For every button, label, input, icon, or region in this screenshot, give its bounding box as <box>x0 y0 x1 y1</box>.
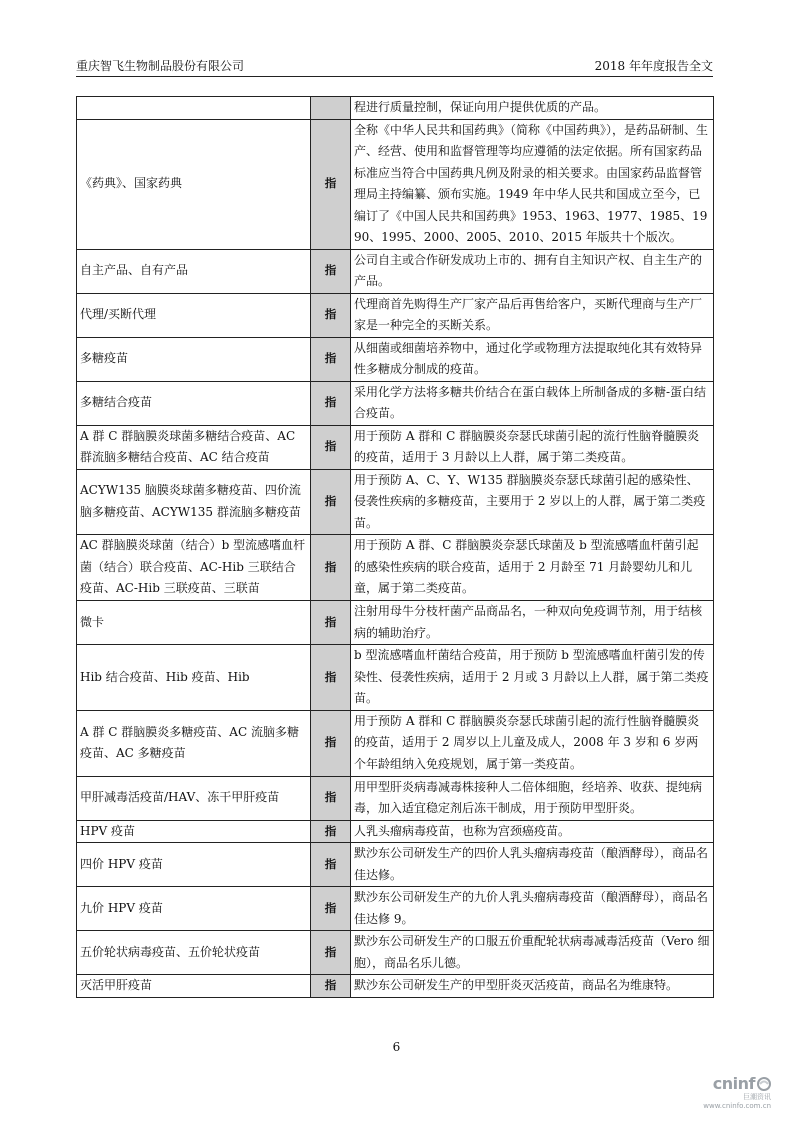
term-cell: 《药典》、国家药典 <box>77 119 311 249</box>
page-number: 6 <box>392 1040 401 1054</box>
table-row <box>77 820 714 843</box>
marker-cell: 指 <box>311 337 351 381</box>
table-row <box>77 931 714 975</box>
marker-cell: 指 <box>311 843 351 887</box>
definition-cell: 默沙东公司研发生产的甲型肝炎灭活疫苗，商品名为维康特。 <box>351 975 714 998</box>
table-row <box>77 601 714 645</box>
table-row <box>77 535 714 601</box>
definition-cell: 程进行质量控制，保证向用户提供优质的产品。 <box>351 97 714 120</box>
marker-cell: 指 <box>311 645 351 711</box>
marker-cell: 指 <box>311 535 351 601</box>
table-row <box>77 249 714 293</box>
definition-cell: 默沙东公司研发生产的口服五价重配轮状病毒减毒活疫苗（Vero 细胞），商品名乐儿德。 <box>351 931 714 975</box>
term-cell: 四价 HPV 疫苗 <box>77 843 311 887</box>
term-cell: 甲肝减毒活疫苗/HAV、冻干甲肝疫苗 <box>77 776 311 820</box>
header-divider <box>76 76 713 77</box>
watermark-logo-text: cninf <box>712 1074 755 1093</box>
watermark-cn-name: 巨潮资讯 <box>743 1093 771 1101</box>
marker-cell: 指 <box>311 776 351 820</box>
term-cell: A 群 C 群脑膜炎球菌多糖结合疫苗、AC 群流脑多糖结合疫苗、AC 结合疫苗 <box>77 425 311 469</box>
definition-cell: 用甲型肝炎病毒减毒株接种人二倍体细胞，经培养、收获、提纯病毒，加入适宜稳定剂后冻干制成，用于预防甲型肝炎。 <box>351 776 714 820</box>
marker-cell: 指 <box>311 710 351 776</box>
table-row <box>77 119 714 249</box>
cninfo-swirl-icon <box>757 1077 771 1091</box>
marker-cell: 指 <box>311 425 351 469</box>
company-name: 重庆智飞生物制品股份有限公司 <box>76 59 245 73</box>
term-cell: A 群 C 群脑膜炎多糖疫苗、AC 流脑多糖疫苗、AC 多糖疫苗 <box>77 710 311 776</box>
definition-cell: 用于预防 A 群和 C 群脑膜炎奈瑟氏球菌引起的流行性脑脊髓膜炎的疫苗，适用于 3 月龄以上人群，属于第二类疫苗。 <box>351 425 714 469</box>
table-row <box>77 425 714 469</box>
definition-cell: 采用化学方法将多糖共价结合在蛋白载体上所制备成的多糖-蛋白结合疫苗。 <box>351 381 714 425</box>
definition-cell: 用于预防 A 群和 C 群脑膜炎奈瑟氏球菌引起的流行性脑脊髓膜炎的疫苗，适用于 2 周岁以上儿童及成人，2008 年 3 岁和 6 岁两个年龄组纳入免疫规划，属于第一类疫苗。 <box>351 710 714 776</box>
table-row <box>77 337 714 381</box>
table-row <box>77 843 714 887</box>
term-cell: Hib 结合疫苗、Hib 疫苗、Hib <box>77 645 311 711</box>
term-cell: ACYW135 脑膜炎球菌多糖疫苗、四价流脑多糖疫苗、ACYW135 群流脑多糖疫苗 <box>77 469 311 535</box>
report-title: 2018 年年度报告全文 <box>594 59 713 73</box>
marker-cell: 指 <box>311 381 351 425</box>
marker-cell: 指 <box>311 887 351 931</box>
term-cell: 灭活甲肝疫苗 <box>77 975 311 998</box>
marker-cell: 指 <box>311 975 351 998</box>
term-cell: 多糖疫苗 <box>77 337 311 381</box>
marker-cell: 指 <box>311 119 351 249</box>
table-row <box>77 645 714 711</box>
table-row <box>77 469 714 535</box>
watermark-url: www.cninfo.com.cn <box>703 1102 771 1110</box>
watermark-logo <box>713 1074 771 1093</box>
definitions-table-body <box>77 97 714 998</box>
term-cell: 五价轮状病毒疫苗、五价轮状疫苗 <box>77 931 311 975</box>
marker-cell: 指 <box>311 931 351 975</box>
marker-cell: 指 <box>311 469 351 535</box>
definition-cell: 全称《中华人民共和国药典》（简称《中国药典》），是药品研制、生产、经营、使用和监督管理等均应遵循的法定依据。所有国家药品标准应当符合中国药典凡例及附录的相关要求。由国家药品监督管理局主持编纂、颁布实施。1949 年中华人民共和国成立至今，已编订了《中国人民共和国药典》1953、1963、1977、1985、1990、1995、2000、2005、2010、2015 年版共十个版次。 <box>351 119 714 249</box>
term-cell <box>77 97 311 120</box>
table-row <box>77 975 714 998</box>
table-row <box>77 776 714 820</box>
term-cell: 微卡 <box>77 601 311 645</box>
definition-cell: 代理商首先购得生产厂家产品后再售给客户，买断代理商与生产厂家是一种完全的买断关系。 <box>351 293 714 337</box>
table-row <box>77 887 714 931</box>
definitions-table <box>76 96 714 998</box>
term-cell: 代理/买断代理 <box>77 293 311 337</box>
marker-cell: 指 <box>311 601 351 645</box>
table-row <box>77 381 714 425</box>
marker-cell: 指 <box>311 820 351 843</box>
definition-cell: 默沙东公司研发生产的九价人乳头瘤病毒疫苗（酿酒酵母），商品名佳达修 9。 <box>351 887 714 931</box>
marker-cell: 指 <box>311 249 351 293</box>
term-cell: 九价 HPV 疫苗 <box>77 887 311 931</box>
page-header <box>76 56 713 74</box>
marker-cell <box>311 97 351 120</box>
definition-cell: 从细菌或细菌培养物中，通过化学或物理方法提取纯化其有效特异性多糖成分制成的疫苗。 <box>351 337 714 381</box>
definition-cell: 注射用母牛分枝杆菌产品商品名，一种双向免疫调节剂，用于结核病的辅助治疗。 <box>351 601 714 645</box>
definition-cell: b 型流感嗜血杆菌结合疫苗，用于预防 b 型流感嗜血杆菌引发的传染性、侵袭性疾病，适用于 2 月或 3 月龄以上人群，属于第二类疫苗。 <box>351 645 714 711</box>
definition-cell: 用于预防 A 群、C 群脑膜炎奈瑟氏球菌及 b 型流感嗜血杆菌引起的感染性疾病的联合疫苗，适用于 2 月龄至 71 月龄婴幼儿和儿童，属于第二类疫苗。 <box>351 535 714 601</box>
table-row <box>77 710 714 776</box>
term-cell: AC 群脑膜炎球菌（结合）b 型流感嗜血杆菌（结合）联合疫苗、AC-Hib 三联结合疫苗、AC-Hib 三联疫苗、三联苗 <box>77 535 311 601</box>
term-cell: HPV 疫苗 <box>77 820 311 843</box>
definition-cell: 公司自主或合作研发成功上市的、拥有自主知识产权、自主生产的产品。 <box>351 249 714 293</box>
cninfo-watermark <box>687 1074 771 1114</box>
definition-cell: 用于预防 A、C、Y、W135 群脑膜炎奈瑟氏球菌引起的感染性、侵袭性疾病的多糖疫苗，主要用于 2 岁以上的人群，属于第二类疫苗。 <box>351 469 714 535</box>
table-row <box>77 97 714 120</box>
term-cell: 自主产品、自有产品 <box>77 249 311 293</box>
marker-cell: 指 <box>311 293 351 337</box>
definition-cell: 默沙东公司研发生产的四价人乳头瘤病毒疫苗（酿酒酵母），商品名佳达修。 <box>351 843 714 887</box>
term-cell: 多糖结合疫苗 <box>77 381 311 425</box>
table-row <box>77 293 714 337</box>
definition-cell: 人乳头瘤病毒疫苗，也称为宫颈癌疫苗。 <box>351 820 714 843</box>
